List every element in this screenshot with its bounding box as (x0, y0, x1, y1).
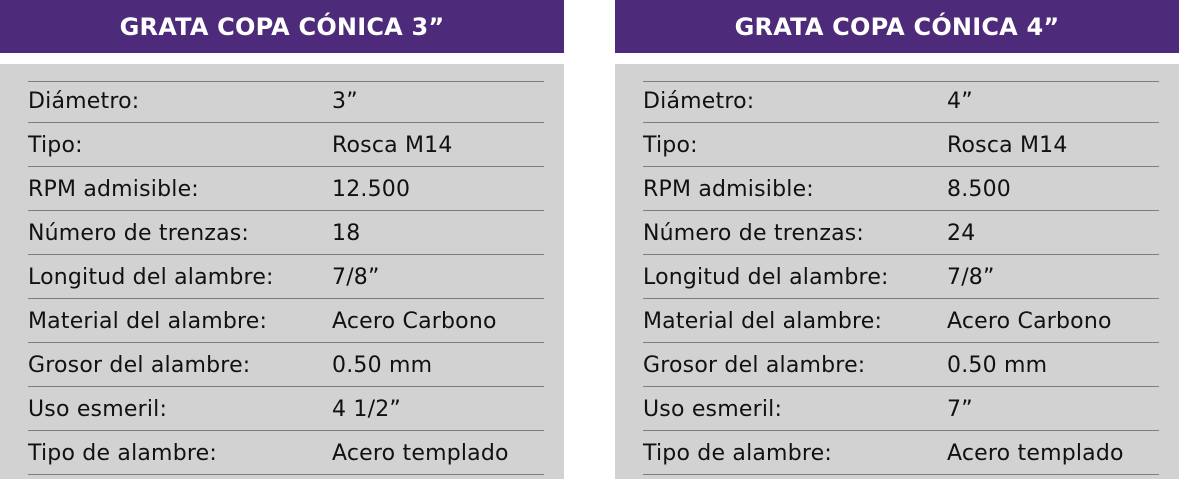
spec-row-material (28, 303, 544, 343)
spec-value: 24 (947, 221, 976, 246)
spec-value: 0.50 mm (332, 353, 433, 378)
spec-value: Acero Carbono (947, 309, 1112, 334)
spec-value: 3” (332, 89, 358, 114)
spec-label: Material del alambre: (643, 309, 883, 334)
spec-row-longitud (643, 259, 1159, 299)
spec-label: Uso esmeril: (28, 397, 168, 422)
spec-value: 0.50 mm (947, 353, 1048, 378)
spec-label: Número de trenzas: (643, 221, 865, 246)
spec-table (0, 64, 564, 479)
spec-value: Rosca M14 (332, 133, 453, 158)
card-title: GRATA COPA CÓNICA 3” (0, 0, 564, 53)
spec-label: Tipo: (28, 133, 83, 158)
spec-row-diametro (643, 83, 1159, 123)
spec-row-rpm (643, 171, 1159, 211)
spec-label: Diámetro: (28, 89, 140, 114)
spec-value: 8.500 (947, 177, 1011, 202)
spec-value: Acero Carbono (332, 309, 497, 334)
spec-row-tipo (28, 127, 544, 167)
spec-value: 4 1/2” (332, 397, 401, 422)
spec-value: 18 (332, 221, 361, 246)
spec-card-4in (615, 0, 1179, 479)
spec-row-tipo-alambre (643, 435, 1159, 475)
spec-row-grosor (28, 347, 544, 387)
spec-value: Acero templado (332, 441, 509, 466)
spec-value: Rosca M14 (947, 133, 1068, 158)
spec-row-material (643, 303, 1159, 343)
spec-value: 7/8” (332, 265, 380, 290)
spec-row-diametro (28, 83, 544, 123)
spec-row-trenzas (28, 215, 544, 255)
spec-card-3in (0, 0, 564, 479)
spec-row-trenzas (643, 215, 1159, 255)
spec-value: 4” (947, 89, 973, 114)
spec-label: Uso esmeril: (643, 397, 783, 422)
spec-row-uso (28, 391, 544, 431)
spec-label: Diámetro: (643, 89, 755, 114)
spec-label: RPM admisible: (643, 177, 814, 202)
spec-label: Tipo de alambre: (643, 441, 832, 466)
spec-label: Material del alambre: (28, 309, 268, 334)
spec-label: Tipo: (643, 133, 698, 158)
spec-row-rpm (28, 171, 544, 211)
spec-label: RPM admisible: (28, 177, 199, 202)
spec-label: Longitud del alambre: (643, 265, 889, 290)
spec-row-longitud (28, 259, 544, 299)
spec-row-tipo-alambre (28, 435, 544, 475)
spec-value: 12.500 (332, 177, 411, 202)
spec-label: Grosor del alambre: (643, 353, 866, 378)
divider (643, 81, 1159, 82)
spec-value: Acero templado (947, 441, 1124, 466)
spec-row-uso (643, 391, 1159, 431)
spec-row-tipo (643, 127, 1159, 167)
spec-label: Número de trenzas: (28, 221, 250, 246)
spec-row-grosor (643, 347, 1159, 387)
spec-label: Tipo de alambre: (28, 441, 217, 466)
divider (28, 81, 544, 82)
spec-label: Longitud del alambre: (28, 265, 274, 290)
card-title: GRATA COPA CÓNICA 4” (615, 0, 1179, 53)
spec-table (615, 64, 1179, 479)
spec-label: Grosor del alambre: (28, 353, 251, 378)
spec-value: 7/8” (947, 265, 995, 290)
spec-value: 7” (947, 397, 973, 422)
